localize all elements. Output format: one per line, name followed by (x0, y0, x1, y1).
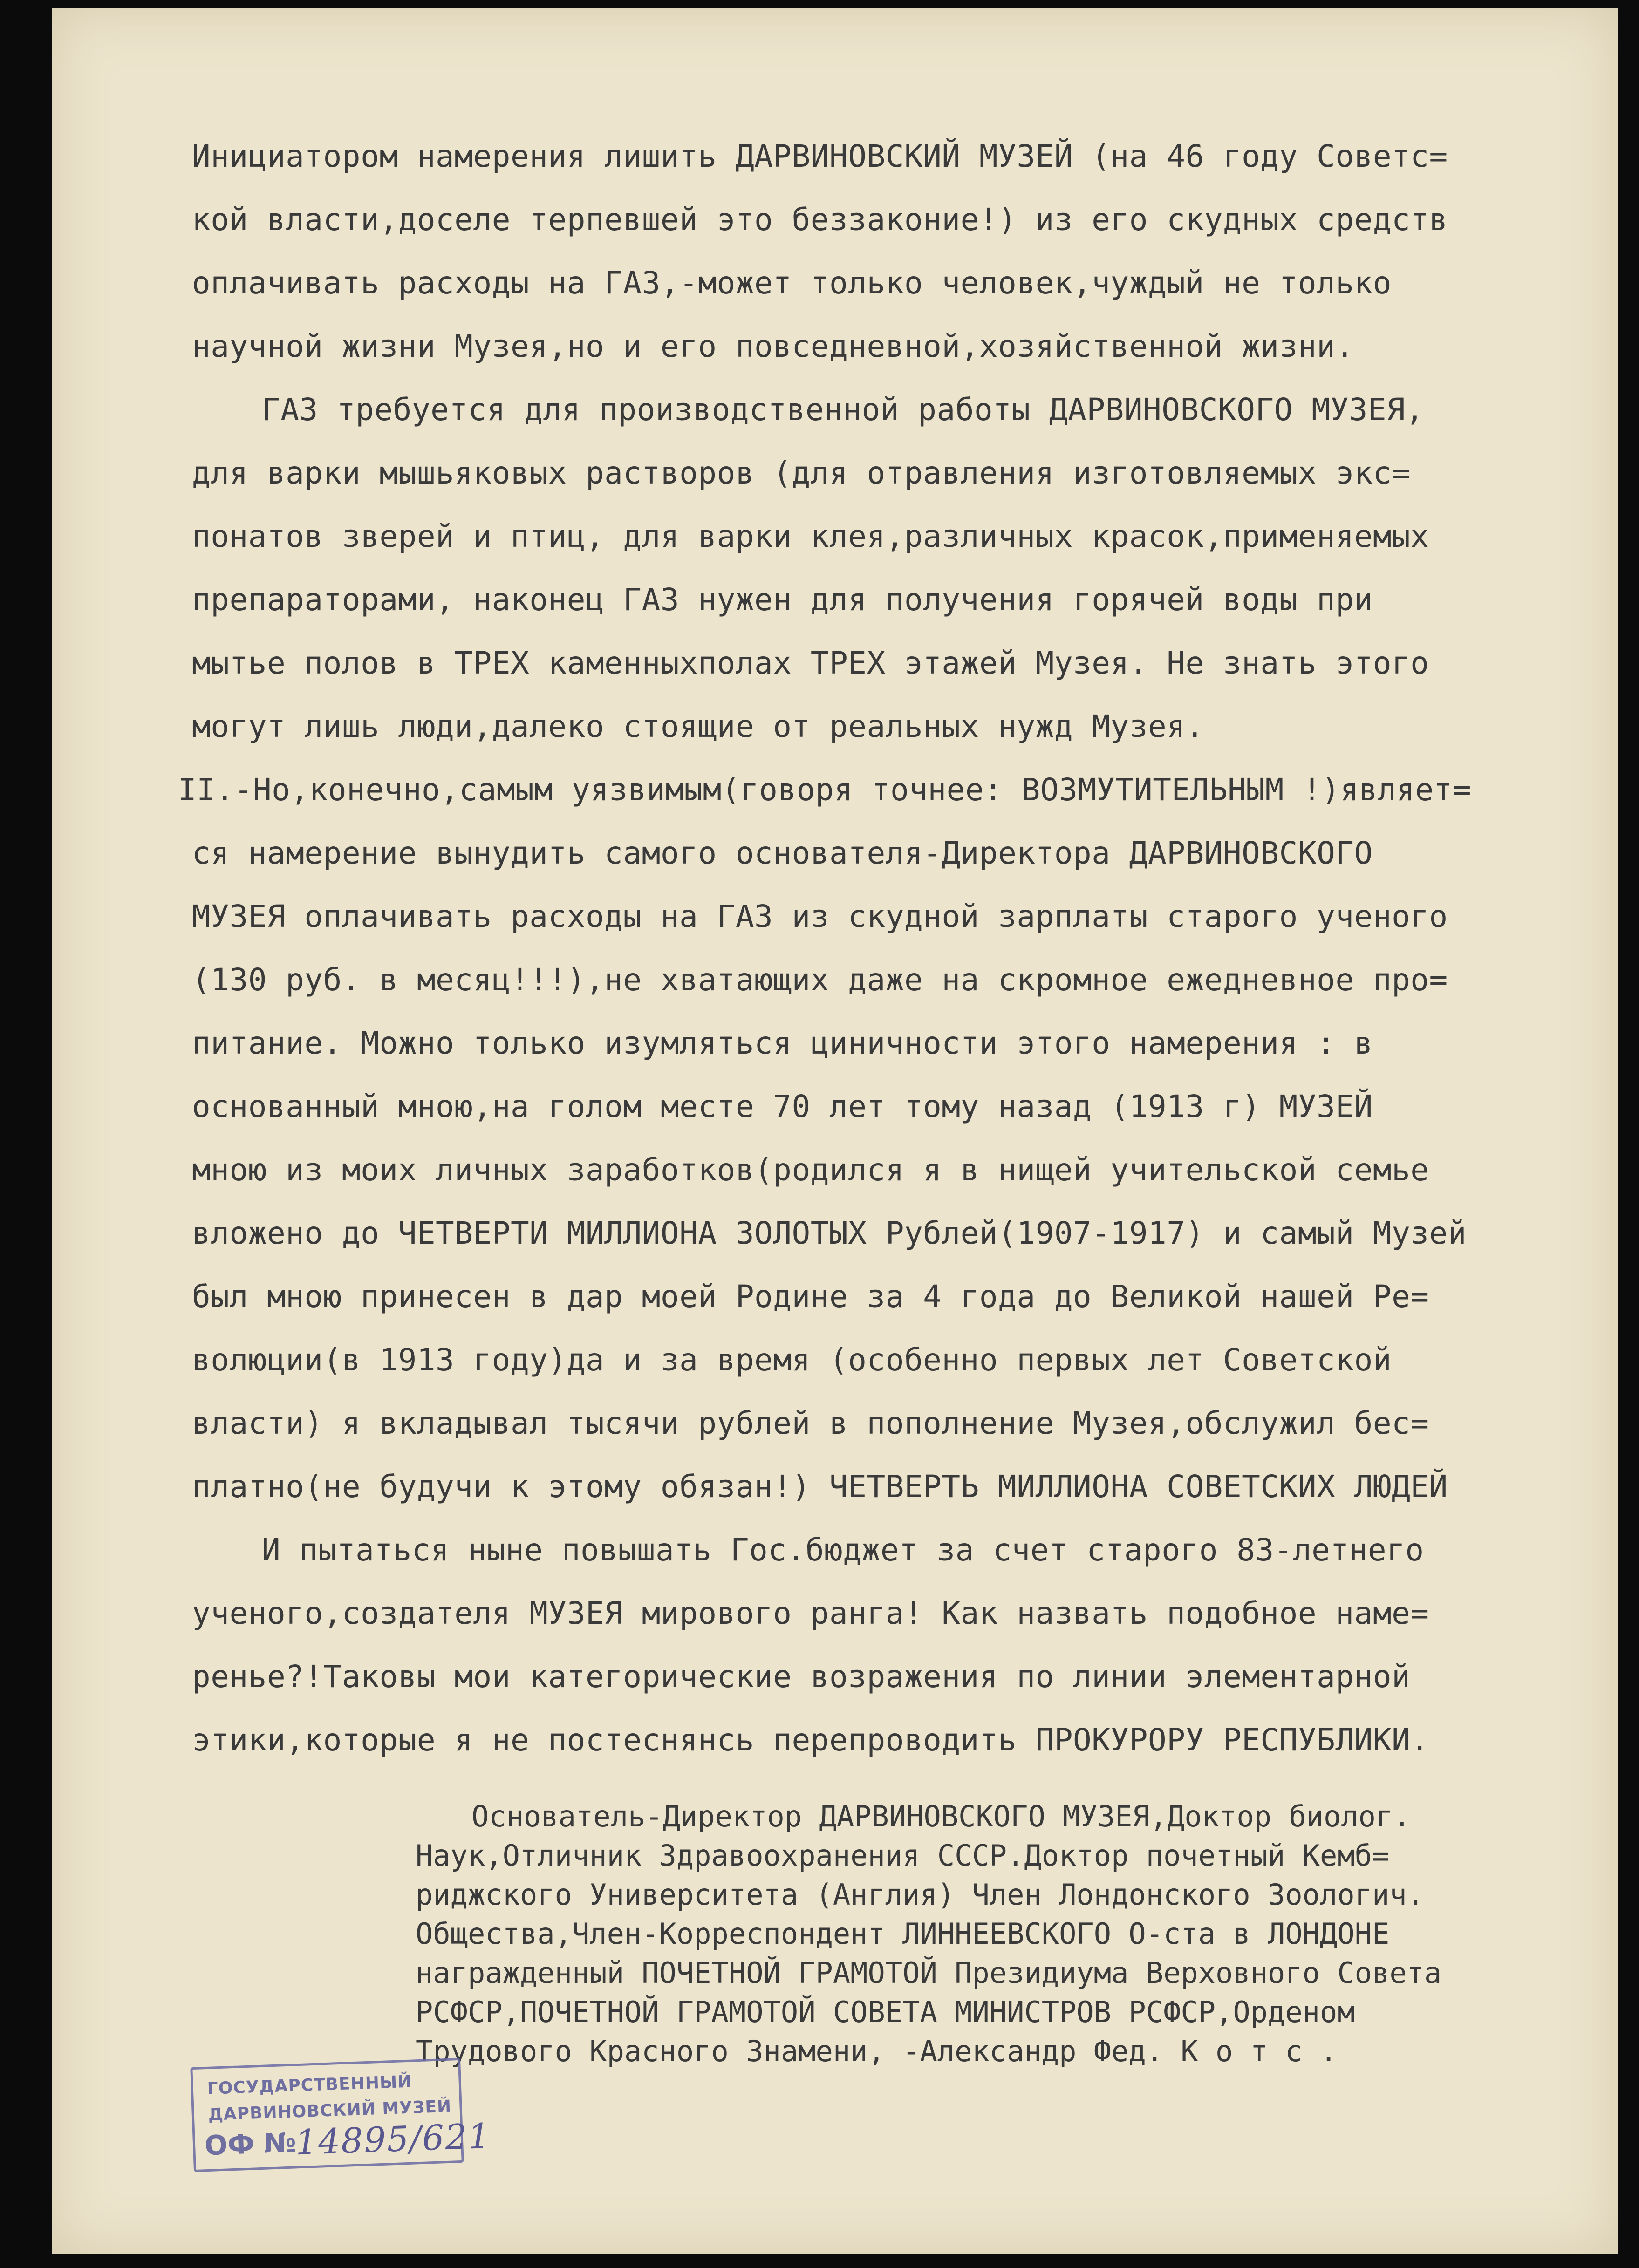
text-line: понатов зверей и птиц, для варки клея,различных красок,применяемых (192, 518, 1429, 554)
text-line: мною из моих личных заработков(родился я в нищей учительской семье (192, 1152, 1429, 1188)
text-line: (130 руб. в месяц!!!),не хватающих даже на скромное ежедневное про= (192, 962, 1448, 998)
signature-line: РСФСР,ПОЧЕТНОЙ ГРАМОТОЙ СОВЕТА МИНИСТРОВ РСФСР,Орденом (416, 1995, 1355, 2029)
text-line: питание. Можно только изумляться циничности этого намерения : в (192, 1025, 1373, 1061)
text-line: волюции(в 1913 году)да и за время (особенно первых лет Советской (192, 1342, 1392, 1378)
text-line: оплачивать расходы на ГАЗ,-может только человек,чуждый не только (192, 265, 1392, 301)
text-line: И пытаться ныне повышать Гос.бюджет за счет старого 83-летнего (262, 1532, 1424, 1568)
text-line: для варки мышьяковых растворов (для отравления изготовляемых экс= (192, 455, 1411, 491)
text-line: ученого,создателя МУЗЕЯ мирового ранга! Как назвать подобное наме= (192, 1595, 1429, 1631)
signature-line: Основатель-Директор ДАРВИНОВСКОГО МУЗЕЯ,Доктор биолог. (471, 1799, 1411, 1833)
signature-line: награжденный ПОЧЕТНОЙ ГРАМОТОЙ Президиума Верховного Совета (416, 1956, 1442, 1990)
text-line: препараторами, наконец ГАЗ нужен для получения горячей воды при (192, 582, 1373, 618)
signature-block (416, 1797, 1627, 2071)
text-line: научной жизни Музея,но и его повседневной,хозяйственной жизни. (192, 328, 1354, 364)
stamp-handwritten-number: 14895/621 (294, 2116, 492, 2163)
stamp-number-prefix: ОФ № (204, 2126, 297, 2162)
text-line: основанный мною,на голом месте 70 лет тому назад (1913 г) МУЗЕЙ (192, 1089, 1373, 1124)
text-line: платно(не будучи к этому обязан!) ЧЕТВЕРТЬ МИЛЛИОНА СОВЕТСКИХ ЛЮДЕЙ (192, 1469, 1448, 1505)
signature-line: Трудового Красного Знамени, -Александр Фед. К о т с . (416, 2034, 1338, 2068)
text-line: этики,которые я не постеснянсь перепроводить ПРОКУРОРУ РЕСПУБЛИКИ. (192, 1722, 1429, 1758)
signature-line: Общества,Член-Корреспондент ЛИННЕЕВСКОГО О-ста в ЛОНДОНЕ (416, 1917, 1390, 1951)
signature-line: Наук,Отличник Здравоохранения СССР.Доктор почетный Кемб= (416, 1839, 1390, 1873)
museum-stamp (190, 2058, 492, 2172)
document-body (178, 125, 1613, 1772)
text-line: ГАЗ требуется для производственной работы ДАРВИНОВСКОГО МУЗЕЯ, (262, 392, 1424, 428)
text-line: вложено до ЧЕТВЕРТИ МИЛЛИОНА ЗОЛОТЫХ Рублей(1907-1917) и самый Музей (192, 1215, 1467, 1251)
text-line: МУЗЕЯ оплачивать расходы на ГАЗ из скудной зарплаты старого ученого (192, 899, 1448, 934)
text-line: был мною принесен в дар моей Родине за 4 года до Великой нашей Ре= (192, 1279, 1429, 1314)
text-line: ся намерение вынудить самого основателя-Директора ДАРВИНОВСКОГО (192, 835, 1373, 871)
stamp-subtitle: ДАРВИНОВСКИЙ МУЗЕЙ (208, 2097, 452, 2125)
text-line: власти) я вкладывал тысячи рублей в пополнение Музея,обслужил бес= (192, 1405, 1429, 1441)
text-line: ренье?!Таковы мои категорические возражения по линии элементарной (192, 1659, 1411, 1695)
text-line: Инициатором намерения лишить ДАРВИНОВСКИЙ МУЗЕЙ (на 46 году Советс= (192, 138, 1448, 174)
stamp-title: ГОСУДАРСТВЕННЫЙ (207, 2072, 413, 2098)
text-line: мытье полов в ТРЕХ каменныхполах ТРЕХ этажей Музея. Не знать этого (192, 645, 1429, 681)
text-line: кой власти,доселе терпевшей это беззаконие!) из его скудных средств (192, 202, 1448, 238)
signature-line: риджского Университета (Англия) Член Лондонского Зоологич. (416, 1878, 1424, 1912)
text-line: могут лишь люди,далеко стоящие от реальных нужд Музея. (192, 708, 1204, 744)
document-page (52, 8, 1618, 2254)
section-ii-start: II.-Но,конечно,самым уязвимым(говоря точнее: ВОЗМУТИТЕЛЬНЫМ !)являет= (178, 772, 1472, 808)
